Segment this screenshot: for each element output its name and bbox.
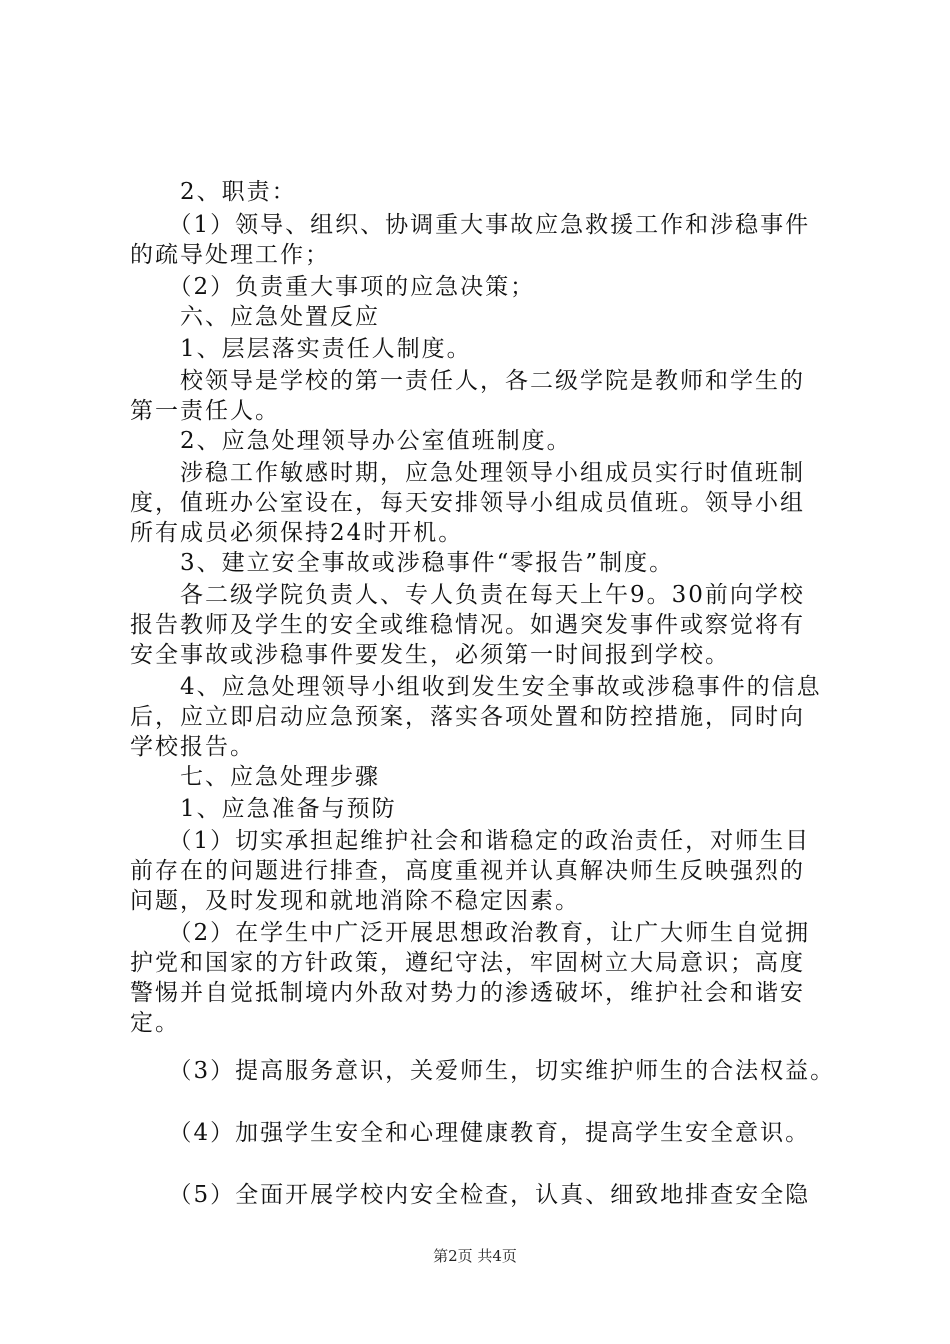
section-heading: 六、应急处置反应 xyxy=(130,304,380,330)
text-line: （2）负责重大事项的应急决策； xyxy=(130,274,536,300)
text-line: 1、应急准备与预防 xyxy=(130,796,397,822)
text-line: 定。 xyxy=(130,1010,180,1036)
text-line: 4、应急处理领导小组收到发生安全事故或涉稳事件的信息 xyxy=(130,674,822,700)
text-line: 第一责任人。 xyxy=(130,398,280,424)
text-line: 各二级学院负责人、专人负责在每天上午9。30前向学校 xyxy=(130,582,805,608)
text-line: （2）在学生中广泛开展思想政治教育，让广大师生自觉拥 xyxy=(130,920,811,946)
section-heading: 七、应急处理步骤 xyxy=(130,764,380,790)
text-line: 护党和国家的方针政策，遵纪守法，牢固树立大局意识；高度 xyxy=(130,950,805,976)
text-line: 1、层层落实责任人制度。 xyxy=(130,336,472,362)
text-line: 后，应立即启动应急预案，落实各项处置和防控措施，同时向 xyxy=(130,704,805,730)
text-line: 2、应急处理领导办公室值班制度。 xyxy=(130,428,572,454)
text-line: （4）加强学生安全和心理健康教育，提高学生安全意识。 xyxy=(130,1120,811,1146)
text-line: 所有成员必须保持24时开机。 xyxy=(130,520,464,546)
text-line: 校领导是学校的第一责任人，各二级学院是教师和学生的 xyxy=(130,368,805,394)
text-line: （5）全面开展学校内安全检查，认真、细致地排查安全隐 xyxy=(130,1182,811,1208)
text-line: 3、建立安全事故或涉稳事件“零报告”制度。 xyxy=(130,550,675,576)
page-number-footer: 第2页 共4页 xyxy=(433,1247,517,1265)
text-line: 警惕并自觉抵制境内外敌对势力的渗透破坏，维护社会和谐安 xyxy=(130,980,805,1006)
text-line: 问题，及时发现和就地消除不稳定因素。 xyxy=(130,888,580,914)
text-line: 报告教师及学生的安全或维稳情况。如遇突发事件或察觉将有 xyxy=(130,612,805,638)
text-line: （1）领导、组织、协调重大事故应急救援工作和涉稳事件 xyxy=(130,212,811,238)
text-line: 的疏导处理工作； xyxy=(130,242,330,268)
text-line: 2、职责： xyxy=(130,179,297,205)
text-line: 前存在的问题进行排查，高度重视并认真解决师生反映强烈的 xyxy=(130,858,805,884)
text-line: 涉稳工作敏感时期，应急处理领导小组成员实行时值班制 xyxy=(130,460,805,486)
text-line: （3）提高服务意识，关爱师生，切实维护师生的合法权益。 xyxy=(130,1058,836,1084)
text-line: 安全事故或涉稳事件要发生，必须第一时间报到学校。 xyxy=(130,642,730,668)
text-line: 学校报告。 xyxy=(130,734,255,760)
text-line: （1）切实承担起维护社会和谐稳定的政治责任，对师生目 xyxy=(130,828,811,854)
text-line: 度，值班办公室设在，每天安排领导小组成员值班。领导小组 xyxy=(130,490,805,516)
